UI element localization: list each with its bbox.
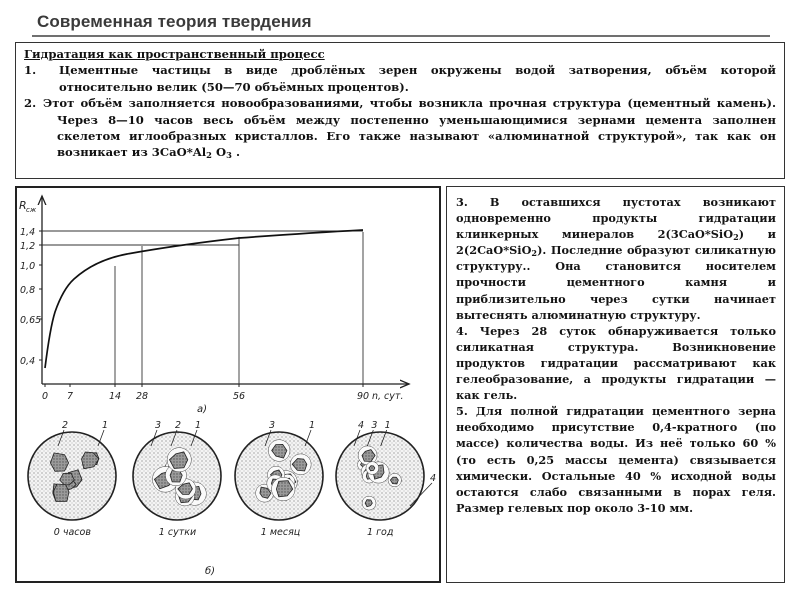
callout-label: 1 [195, 420, 202, 431]
y-axis-label: R [19, 199, 27, 212]
paragraph-5: 5. Для полной гидратации цементного зерна необходимо присутствие 0,4-кратного (по массе) количества воды. Из неё только 60 % (то есть 0,25 массы цемента) связывается химически. Остальные 40 % исходной воды остаются слабо связанными в порах геля. Размер гелевых пор около 3-10 мм. [456, 404, 776, 515]
callout-label: 4 [358, 420, 365, 431]
subscript: 2 [531, 248, 538, 259]
microstructure-diagram [28, 420, 436, 577]
callout-label: 1 [384, 420, 391, 431]
x-tick-label: 0 [42, 391, 49, 402]
x-axis-label: n, сут. [372, 391, 404, 402]
x-tick-label: 14 [109, 391, 122, 402]
paragraph-3-text: ) и 2(2CaO*SiO [456, 227, 776, 258]
microstructure-caption: 1 год [367, 527, 394, 538]
list-item-1-text: Цементные частицы в виде дроблёных зерен окружены водой затворения, объём которой относительно велик (50—70 объёмных процентов). [59, 63, 776, 94]
x-tick-label: 90 [357, 391, 370, 402]
list-item-1-number: 1. [24, 63, 37, 78]
list-item-2-text [24, 95, 776, 161]
y-tick-label: 1,2 [20, 241, 36, 252]
strength-curve [45, 230, 363, 368]
callout-label: 1 [309, 420, 316, 431]
stages-text-box [446, 186, 785, 583]
figure-panel [15, 186, 441, 583]
list-item-2-text-part: O [211, 145, 227, 160]
paragraph-4: 4. Через 28 суток обнаруживается только силикатная структура. Возникновение продуктов гидратации рассматривают как гелеобразование, а продукты гидратации — как гель. [456, 323, 776, 403]
list-item-2 [24, 95, 776, 161]
x-tick-label: 7 [67, 391, 74, 402]
y-axis-label-subscript: сж [26, 206, 37, 214]
paragraph-3-text: ). Последние образуют силикатную структуру.. Она становится носителем прочности цементного камня и приблизительно через сутки начинает вытеснять алюминатную структуру. [456, 243, 776, 322]
cement-grain [53, 484, 69, 502]
x-tick-label: 28 [136, 391, 149, 402]
list-item-2-text-part: . [231, 145, 241, 160]
subscript: 3 [226, 150, 232, 161]
subscript: 2 [206, 150, 212, 161]
cement-grain [369, 466, 375, 471]
panel-label-a: а) [197, 404, 208, 415]
callout-label: 3 [371, 420, 378, 431]
callout-label: 2 [175, 420, 182, 431]
y-tick-label: 0,65 [20, 315, 42, 326]
subscript: 2 [733, 232, 739, 243]
microstructure-caption: 1 сутки [158, 527, 197, 538]
microstructure-caption: 1 месяц [260, 527, 301, 538]
y-tick-label: 1,0 [20, 261, 36, 272]
callout-label: 4 [430, 473, 437, 484]
strength-figure [17, 188, 439, 581]
callout-label: 1 [102, 420, 109, 431]
list-item-2-number: 2. [24, 96, 37, 111]
x-tick-label: 56 [233, 391, 246, 402]
intro-box [15, 42, 785, 179]
paragraph-3-text: 3. В оставшихся пустотах возникают одновременно продукты гидратации клинкерных минералов 2(3CaO*SiO [456, 195, 776, 242]
strength-chart [19, 196, 409, 415]
intro-heading: Гидратация как пространственный процесс [24, 47, 325, 61]
panel-label-b: б) [205, 566, 216, 577]
microstructure-caption: 0 часов [53, 527, 91, 538]
callout-label: 2 [62, 420, 69, 431]
callout-label: 3 [155, 420, 162, 431]
y-tick-label: 0,4 [20, 356, 36, 367]
y-tick-label: 1,4 [20, 227, 36, 238]
list-item-1 [24, 62, 776, 95]
paragraph-3 [456, 194, 776, 323]
callout-label: 3 [269, 420, 276, 431]
y-tick-label: 0,8 [20, 285, 36, 296]
list-item-2-text-part: Этот объём заполняется новообразованиями, чтобы возникла прочная структура (цементный камень). Через 8—10 часов весь объём между постепенно уменьшающимися зернами цемента заполнен скелетом иглообразных кристаллов. Его также называют «алюминатной структурой», так как он возникает из 3CaO*Al [43, 96, 776, 160]
title-underline [32, 35, 770, 37]
page-title: Современная теория твердения [37, 12, 312, 31]
